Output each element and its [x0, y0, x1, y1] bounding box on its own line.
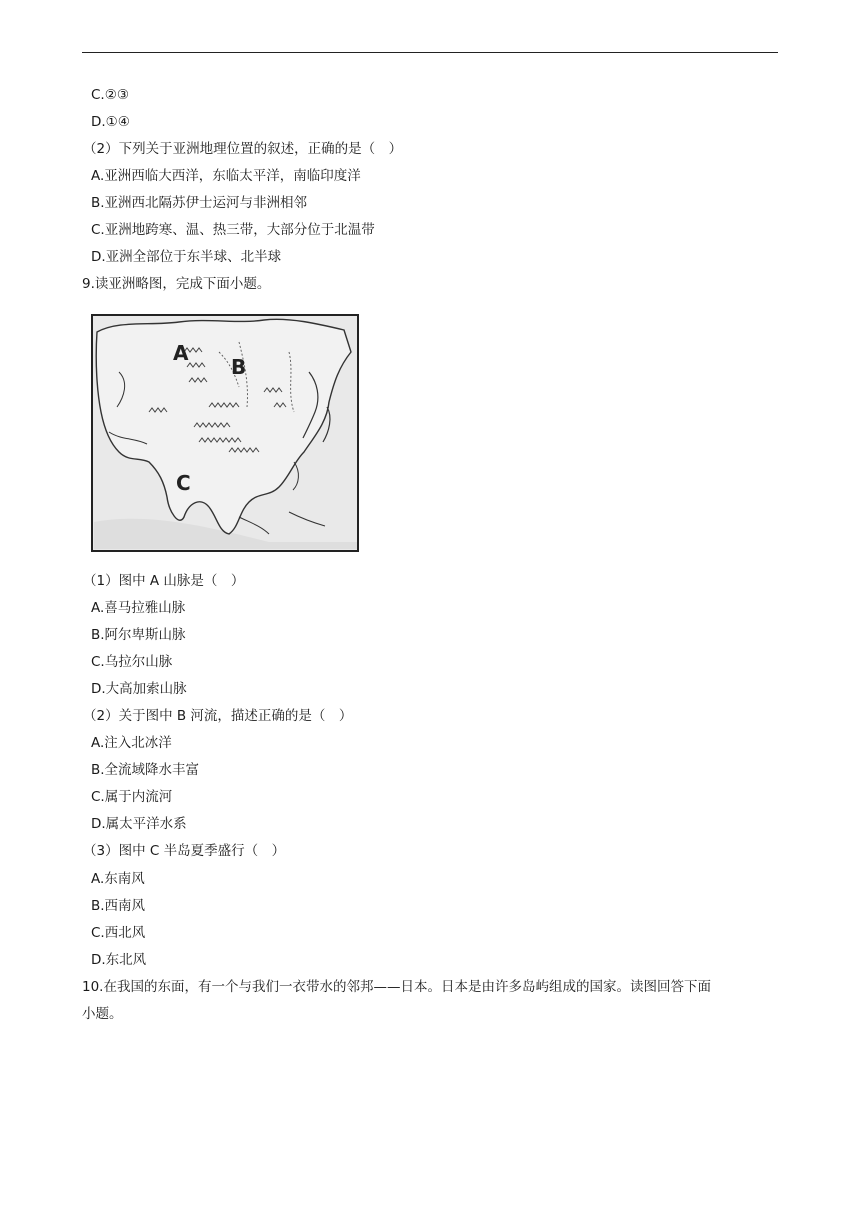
option-c: C.乌拉尔山脉 — [91, 654, 173, 670]
option-d: D.①④ — [91, 114, 130, 130]
map-label-b: B — [231, 355, 247, 379]
sub-question: （2）关于图中 B 河流，描述正确的是（ ） — [83, 708, 353, 724]
map-label-c: C — [176, 471, 191, 495]
option-a: A.注入北冰洋 — [91, 735, 172, 751]
sub-question: （3）图中 C 半岛夏季盛行（ ） — [83, 843, 286, 859]
option-a: A.东南风 — [91, 871, 145, 887]
option-c: C.亚洲地跨寒、温、热三带，大部分位于北温带 — [91, 222, 375, 238]
option-d: D.属太平洋水系 — [91, 816, 187, 832]
option-b: B.阿尔卑斯山脉 — [91, 627, 186, 643]
option-b: B.西南风 — [91, 898, 146, 914]
question-10: 10.在我国的东面，有一个与我们一衣带水的邻邦——日本。日本是由许多岛屿组成的国家。读图回答下面 — [82, 979, 711, 995]
sub-question: （2）下列关于亚洲地理位置的叙述，正确的是（ ） — [83, 141, 403, 157]
option-b: B.全流域降水丰富 — [91, 762, 200, 778]
option-d: D.东北风 — [91, 952, 147, 968]
option-c: C.属于内流河 — [91, 789, 173, 805]
option-a: A.喜马拉雅山脉 — [91, 600, 186, 616]
sub-question: （1）图中 A 山脉是（ ） — [83, 573, 245, 589]
header-rule — [82, 52, 778, 53]
question-10-continued: 小题。 — [82, 1006, 123, 1022]
option-d: D.亚洲全部位于东半球、北半球 — [91, 249, 282, 265]
asia-map-figure — [89, 312, 361, 558]
option-d: D.大高加索山脉 — [91, 681, 187, 697]
question-9: 9.读亚洲略图，完成下面小题。 — [82, 276, 271, 292]
option-c: C.西北风 — [91, 925, 146, 941]
option-a: A.亚洲西临大西洋，东临太平洋，南临印度洋 — [91, 168, 361, 184]
map-label-a: A — [173, 341, 189, 365]
option-c: C.②③ — [91, 87, 129, 103]
option-b: B.亚洲西北隔苏伊士运河与非洲相邻 — [91, 195, 308, 211]
